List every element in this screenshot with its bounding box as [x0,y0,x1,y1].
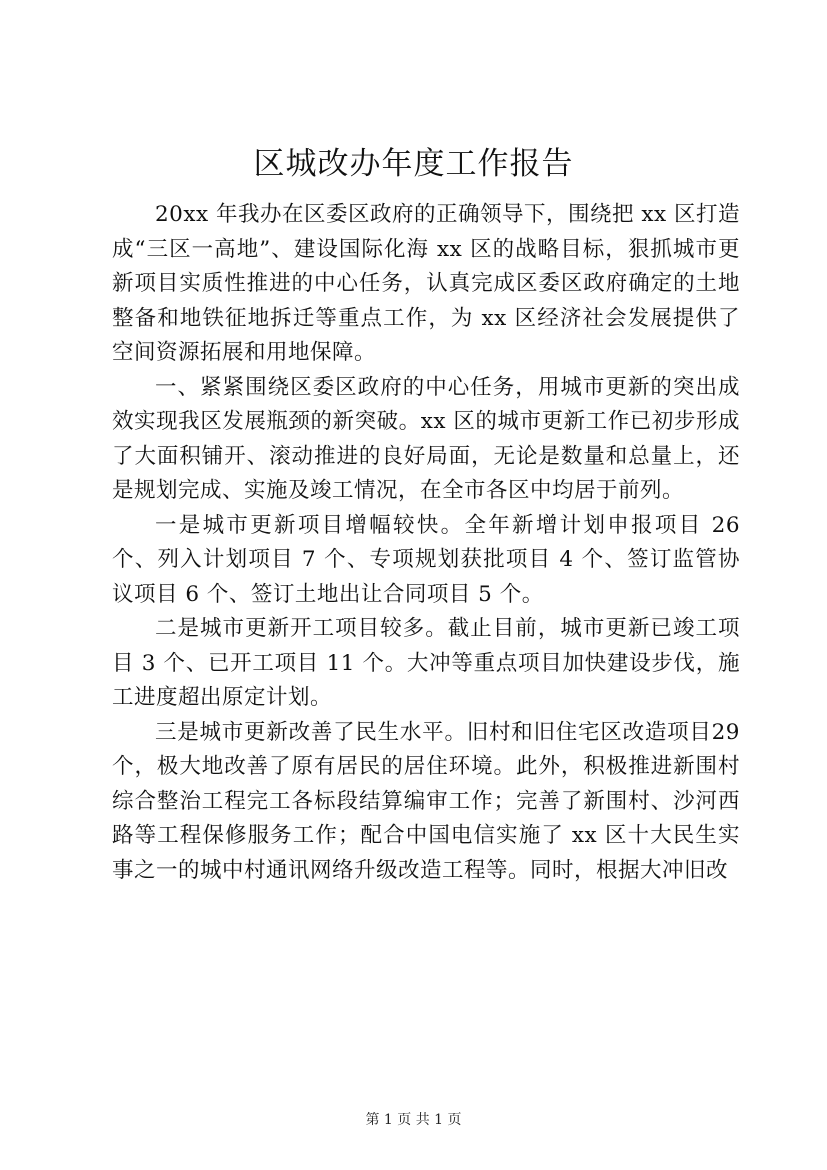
paragraph-point-two: 二是城市更新开工项目较多。截止目前，城市更新已竣工项目 3 个、已开工项目 11 个。大冲等重点项目加快建设步伐，施工进度超出原定计划。 [112,616,740,710]
paragraph-point-one: 一是城市更新项目增幅较快。全年新增计划申报项目 26 个、列入计划项目 7 个、专项规划获批项目 4 个、签订监管协议项目 6 个、签订土地出让合同项目 5 个。 [112,512,740,607]
document-body [112,198,740,888]
paragraph-point-three: 三是城市更新改善了民生水平。旧村和旧住宅区改造项目29 个，极大地改善了原有居民的居住环境。此外，积极推进新围村综合整治工程完工各标段结算编审工作；完善了新围村、沙河西路等工程保修服务工作；配合中国电信实施了 xx 区十大民生实事之一的城中村通讯网络升级改造工程等。同时，根据大冲旧改 [112,719,740,883]
document-title: 区城改办年度工作报告 [253,146,574,182]
page-footer: 第 1 页 共 1 页 [365,1112,462,1128]
paragraph-section-one: 一、紧紧围绕区委区政府的中心任务，用城市更新的突出成效实现我区发展瓶颈的新突破。xx 区的城市更新工作已初步形成了大面积铺开、滚动推进的良好局面，无论是数量和总量上，还是规划完成、实施及竣工情况，在全市各区中均居于前列。 [112,374,740,503]
paragraph-intro: 20xx 年我办在区委区政府的正确领导下，围绕把 xx 区打造成“三区一高地”、建设国际化海 xx 区的战略目标，狠抓城市更新项目实质性推进的中心任务，认真完成区委区政府确定的土地整备和地铁征地拆迁等重点工作，为 xx 区经济社会发展提供了空间资源拓展和用地保障。 [112,202,740,365]
